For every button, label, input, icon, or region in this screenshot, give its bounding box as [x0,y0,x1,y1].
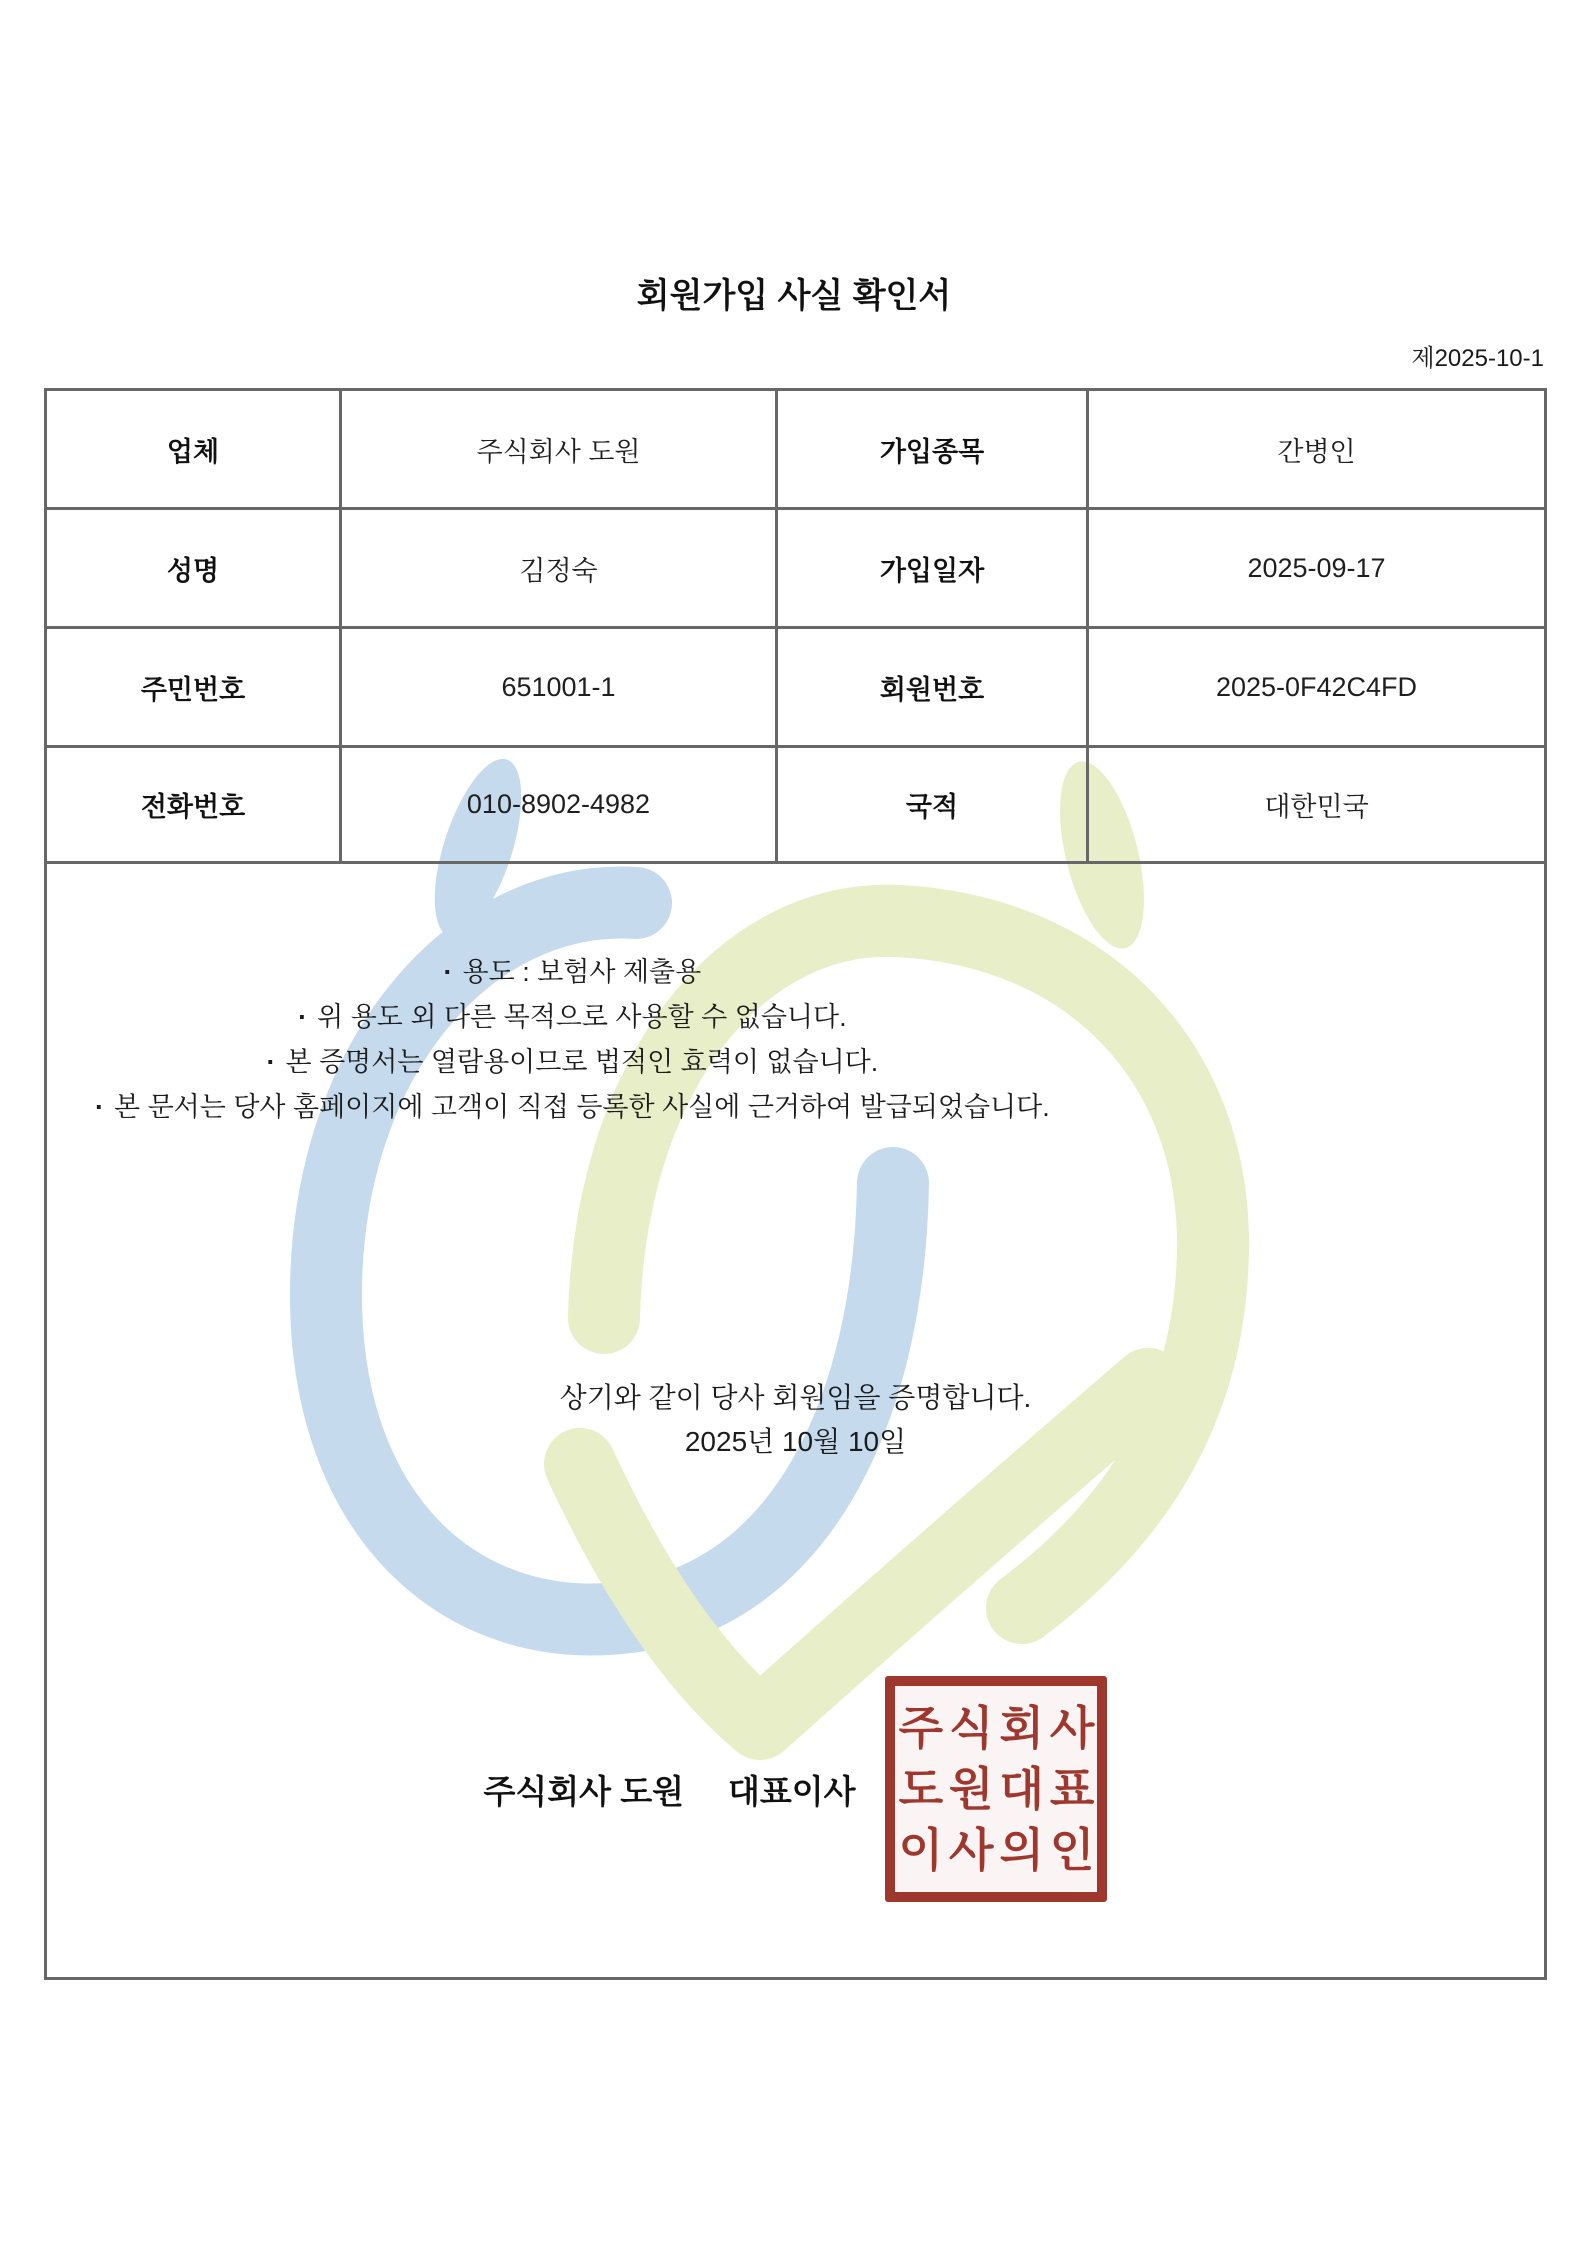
seal-line: 이사의인 [898,1822,1101,1877]
certificate-body-cell [46,863,1546,1979]
table-row [46,863,1546,1979]
field-value-join-date: 2025-09-17 [1088,509,1546,628]
field-value-company: 주식회사 도원 [341,390,777,509]
field-label-member-type: 가입종목 [777,390,1088,509]
field-value-resident-no: 651001-1 [341,628,777,747]
certification-statement [47,1376,1544,1464]
seal-line: 주식회사 [898,1700,1101,1755]
certification-line-2: 2025년 10월 10일 [684,1426,907,1457]
signature-row [47,1676,1544,1902]
page-title: 회원가입 사실 확인서 [636,277,952,315]
field-label-nationality: 국적 [777,747,1088,863]
field-label-resident-no: 주민번호 [46,628,341,747]
table-row [46,747,1546,863]
signature-text [484,1766,856,1813]
note-item: · 위 용도 외 다른 목적으로 사용할 수 없습니다. [95,995,1050,1040]
table-row [46,509,1546,628]
field-label-member-no: 회원번호 [777,628,1088,747]
field-label-phone: 전화번호 [46,747,341,863]
certification-line-1: 상기와 같이 당사 회원임을 증명합니다. [559,1382,1032,1413]
field-label-company: 업체 [46,390,341,509]
note-item: · 용도 : 보험사 제출용 [95,950,1050,995]
field-value-name: 김정숙 [341,509,777,628]
notes-list [95,950,1050,1130]
field-value-phone: 010-8902-4982 [341,747,777,863]
field-value-member-no: 2025-0F42C4FD [1088,628,1546,747]
document-number: 제2025-10-1 [1411,345,1544,372]
note-item: · 본 증명서는 열람용이므로 법적인 효력이 없습니다. [95,1040,1050,1085]
field-label-name: 성명 [46,509,341,628]
member-info-table [44,388,1547,1980]
note-item: · 본 문서는 당사 홈페이지에 고객이 직접 등록한 사실에 근거하여 발급되었습니다. [95,1085,1050,1130]
table-row [46,628,1546,747]
company-seal [885,1676,1107,1902]
table-row [46,390,1546,509]
signature-company: 주식회사 도원 [483,1772,684,1810]
field-value-nationality: 대한민국 [1088,747,1546,863]
seal-line: 도원대표 [898,1761,1101,1816]
field-label-join-date: 가입일자 [777,509,1088,628]
field-value-member-type: 간병인 [1088,390,1546,509]
signature-role: 대표이사 [727,1772,856,1810]
